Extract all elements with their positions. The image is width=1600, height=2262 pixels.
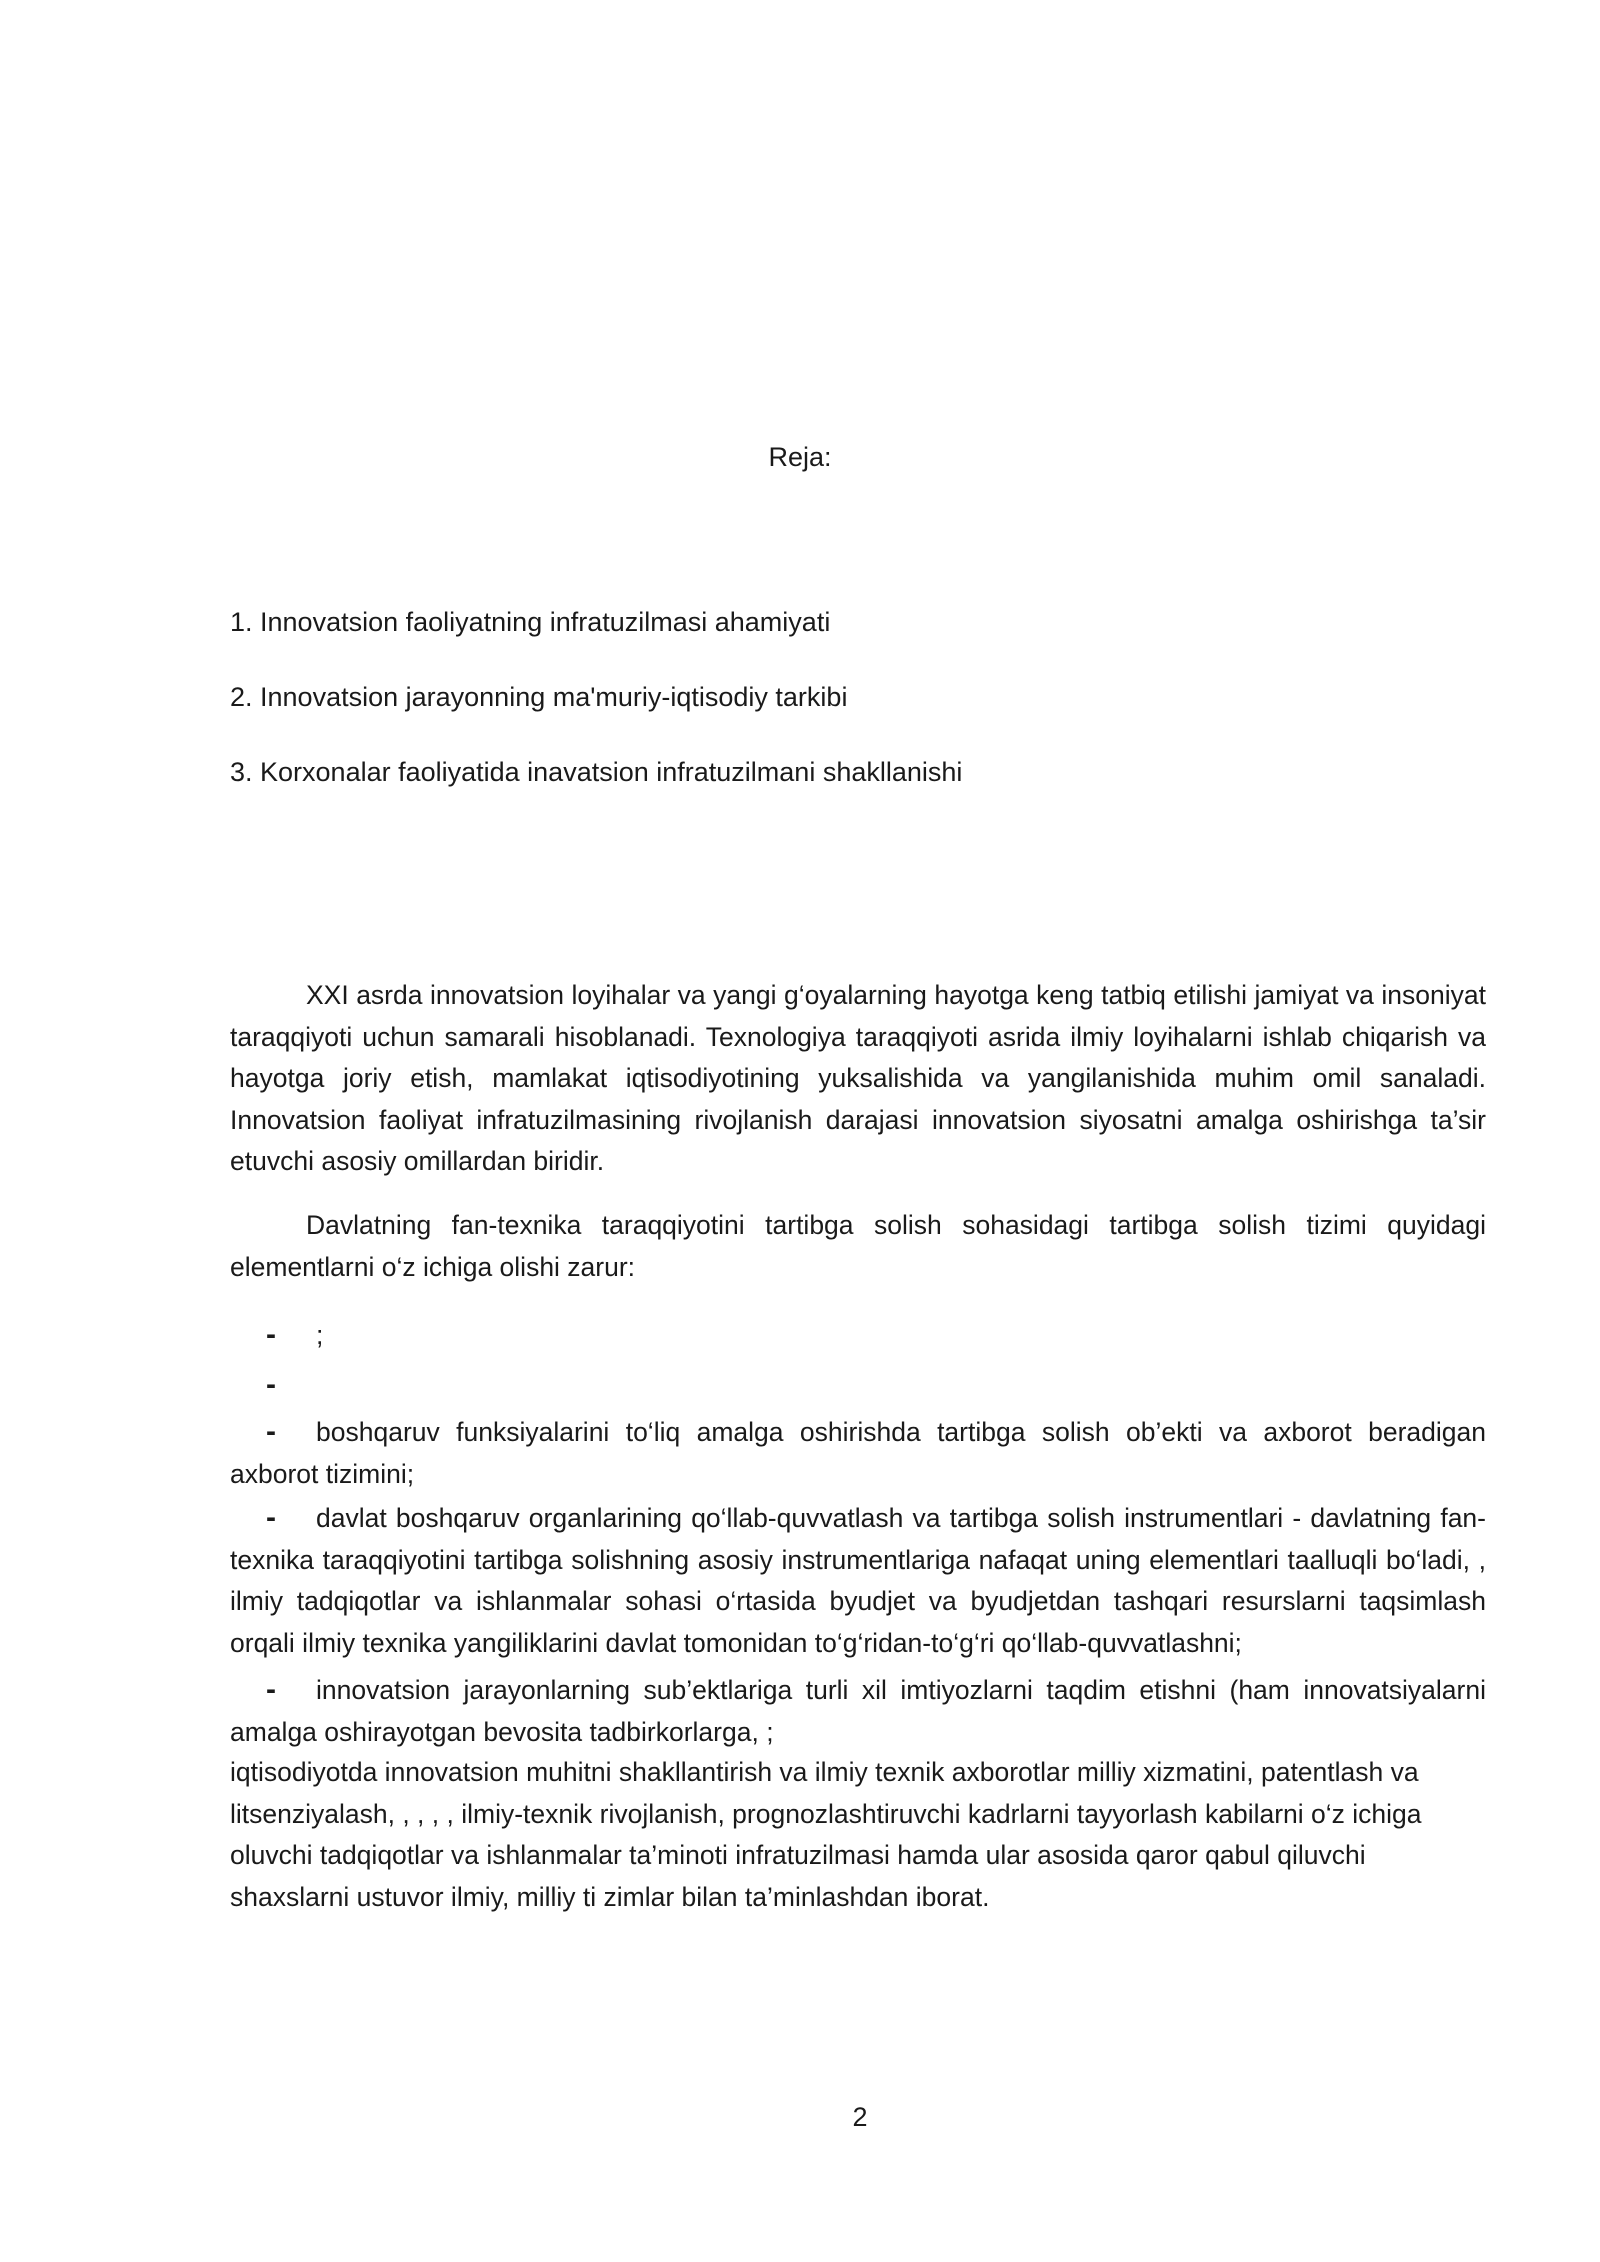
closing-paragraph: iqtisodiyotda innovatsion muhitni shakllantirish va ilmiy texnik axborotlar milliy xizmatini, patentlash va litsenziyalash, , , , , ilmiy-texnik rivojlanish, prognozlashtiruvchi kadrlarni tayyorlash kabilarni o‘z ichiga oluvchi tadqiqotlar va ishlanmalar ta’minoti infratuzilmasi hamda ular asosida qaror qabul qiluvchi shaxslarni ustuvor ilmiy, milliy ti zimlar bilan ta’minlashdan iborat. — [230, 1757, 1422, 1912]
dash-list-item — [230, 1497, 1486, 1664]
dash-bullet-icon: - — [266, 1673, 276, 1706]
plan-heading — [0, 442, 1600, 473]
plan-item: 3. Korxonalar faoliyatida inavatsion infratuzilmani shakllanishi — [230, 757, 963, 787]
page-number: 2 — [852, 2102, 868, 2132]
dash-bullet-icon: - — [266, 1415, 276, 1448]
dash-bullet-icon: - — [266, 1501, 276, 1534]
dash-list-item — [230, 1364, 1486, 1407]
regulation-paragraph: Davlatning fan-texnika taraqqiyotini tartibga solish sohasidagi tartibga solish tizimi quyidagi elementlarni o‘z ichiga olishi zarur: — [230, 1210, 1486, 1282]
dash-item-text: boshqaruv funksiyalarini to‘liq amalga oshirishda tartibga solish ob’ekti va axborot beradigan axborot tizimini; — [230, 1417, 1486, 1489]
plan-item: 2. Innovatsion jarayonning ma'muriy-iqtisodiy tarkibi — [230, 682, 848, 712]
dash-item-text: davlat boshqaruv organlarining qo‘llab-quvvatlash va tartibga solish instrumentlari - davlatning fan-texnika taraqqiyotini tartibga solishning asosiy instrumentlariga nafaqat uning elementlari taalluqli bo‘ladi, , ilmiy tadqiqotlar va ishlanmalar sohasi o‘rtasida byudjet va byudjetdan tashqari resurslarni taqsimlash orqali ilmiy texnika yangiliklarini davlat tomonidan to‘g‘ridan-to‘g‘ri qo‘llab-quvvatlashni; — [230, 1503, 1486, 1658]
dash-bullet-icon: - — [266, 1318, 276, 1351]
dash-item-text: ; — [316, 1320, 324, 1350]
dash-bullet-icon: - — [266, 1368, 276, 1401]
dash-list-item — [230, 1314, 1486, 1357]
dash-list-item — [230, 1411, 1486, 1495]
plan-heading-text: Reja: — [768, 442, 832, 472]
plan-item: 1. Innovatsion faoliyatning infratuzilmasi ahamiyati — [230, 607, 831, 637]
dash-item-text: innovatsion jarayonlarning sub’ektlariga turli xil imtiyozlarni taqdim etishni (ham innovatsiyalarni amalga oshirayotgan bevosita tadbirkorlarga, ; — [230, 1675, 1486, 1747]
dash-list-item — [230, 1669, 1486, 1753]
plan-list — [230, 604, 962, 829]
intro-paragraph: XXI asrda innovatsion loyihalar va yangi g‘oyalarning hayotga keng tatbiq etilishi jamiyat va insoniyat taraqqiyoti uchun samarali hisoblanadi. Texnologiya taraqqiyoti asrida ilmiy loyihalarni ishlab chiqarish va hayotga joriy etish, mamlakat iqtisodiyotining yuksalishida va yangilanishida muhim omil sanaladi. Innovatsion faoliyat infratuzilmasining rivojlanish darajasi innovatsion siyosatni amalga oshirishga ta’sir etuvchi asosiy omillardan biridir. — [230, 980, 1486, 1176]
